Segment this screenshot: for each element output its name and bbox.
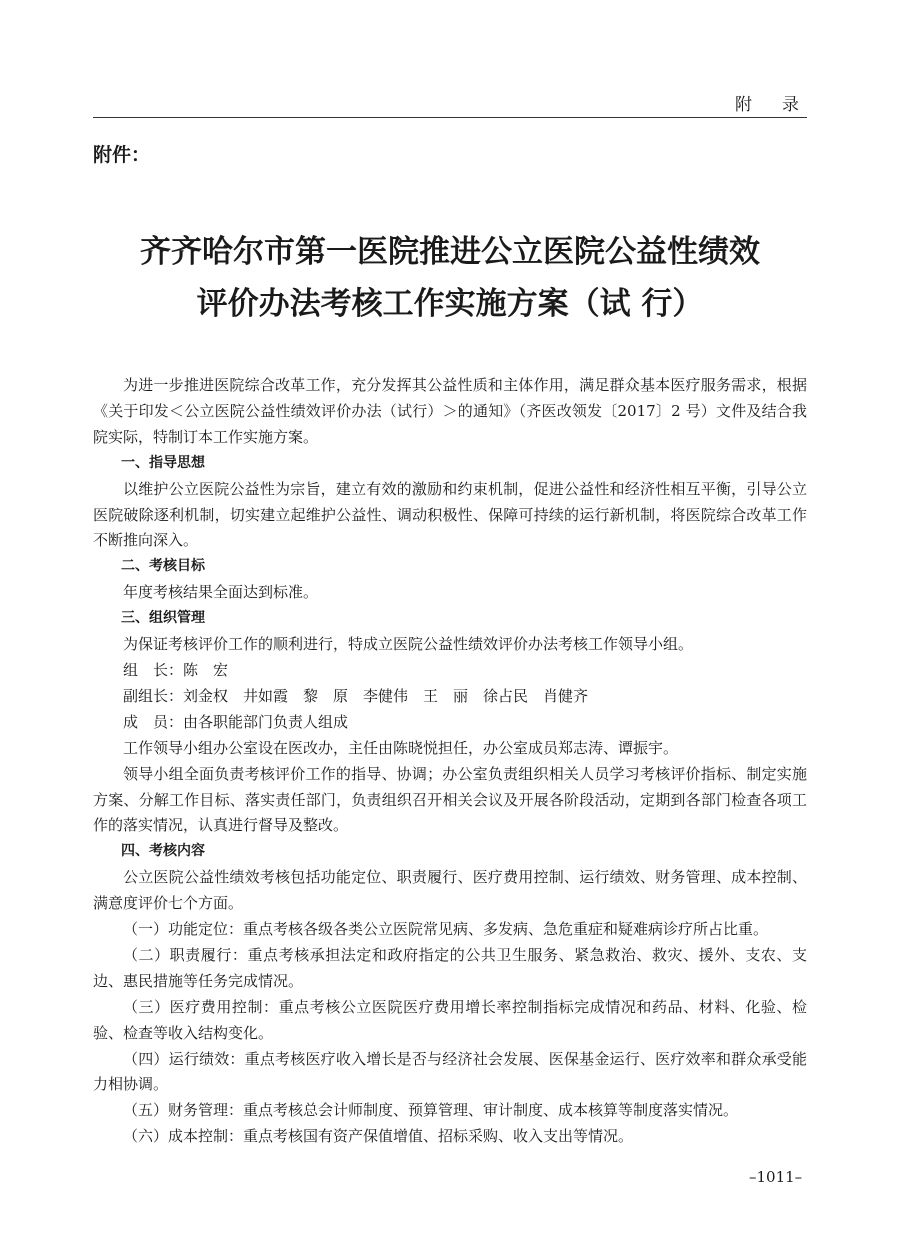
list-item: （三）医疗费用控制：重点考核公立医院医疗费用增长率控制指标完成情况和药品、材料、化验、检验、检查等收入结构变化。 (93, 997, 807, 1042)
document-title (93, 226, 807, 330)
page-number: –1011– (749, 1168, 803, 1186)
list-item: （四）运行绩效：重点考核医疗收入增长是否与经济社会发展、医保基金运行、医疗效率和群众承受能力相协调。 (93, 1049, 807, 1094)
header-rule (93, 117, 807, 118)
section-heading-1: 一、指导思想 (121, 454, 205, 471)
list-item: （一）功能定位：重点考核各级各类公立医院常见病、多发病、急危重症和疑难病诊疗所占比重。 (123, 920, 769, 939)
leader-line: 组 长：陈 宏 (123, 660, 229, 679)
intro-paragraph: 为进一步推进医院综合改革工作，充分发挥其公益性质和主体作用，满足群众基本医疗服务需求，根据《关于印发＜公立医院公益性绩效评价办法（试行）＞的通知》（齐医改领发〔2017〕2 号）文件及结合我院实际，特制订本工作实施方案。 (93, 376, 807, 446)
list-item: （五）财务管理：重点考核总会计师制度、预算管理、审计制度、成本核算等制度落实情况。 (123, 1101, 739, 1120)
title-line-2: 评价办法考核工作实施方案（试 行） (196, 286, 704, 322)
document-body (93, 373, 807, 1150)
paragraph: 公立医院公益性绩效考核包括功能定位、职责履行、医疗费用控制、运行绩效、财务管理、成本控制、满意度评价七个方面。 (93, 868, 807, 913)
members-line: 成 员：由各职能部门负责人组成 (123, 712, 349, 731)
section-heading-4: 四、考核内容 (121, 843, 205, 860)
deputy-line: 副组长：刘金权 井如霞 黎 原 李健伟 王 丽 徐占民 肖健齐 (123, 686, 589, 705)
list-item: （二）职责履行：重点考核承担法定和政府指定的公共卫生服务、紧急救治、救灾、援外、支农、支边、惠民措施等任务完成情况。 (93, 945, 807, 990)
title-line-1: 齐齐哈尔市第一医院推进公立医院公益性绩效 (140, 234, 760, 270)
paragraph: 以维护公立医院公益性为宗旨，建立有效的激励和约束机制，促进公益性和经济性相互平衡，引导公立医院破除逐利机制，切实建立起维护公益性、调动积极性、保障可持续的运行新机制，将医院综合改革工作不断推向深入。 (93, 479, 807, 550)
running-header: 附录 (735, 95, 829, 115)
paragraph: 工作领导小组办公室设在医改办，主任由陈晓悦担任，办公室成员郑志涛、谭振宇。 (123, 738, 679, 757)
attachment-label: 附件： (93, 144, 151, 166)
paragraph: 为保证考核评价工作的顺利进行，特成立医院公益性绩效评价办法考核工作领导小组。 (123, 635, 694, 654)
list-item: （六）成本控制：重点考核国有资产保值增值、招标采购、收入支出等情况。 (123, 1127, 634, 1146)
paragraph: 年度考核结果全面达到标准。 (123, 583, 319, 602)
paragraph: 领导小组全面负责考核评价工作的指导、协调；办公室负责组织相关人员学习考核评价指标、制定实施方案、分解工作目标、落实责任部门，负责组织召开相关会议及开展各阶段活动，定期到各部门检查各项工作的落实情况，认真进行督导及整改。 (93, 764, 807, 835)
section-heading-2: 二、考核目标 (121, 558, 205, 575)
section-heading-3: 三、组织管理 (121, 610, 205, 627)
